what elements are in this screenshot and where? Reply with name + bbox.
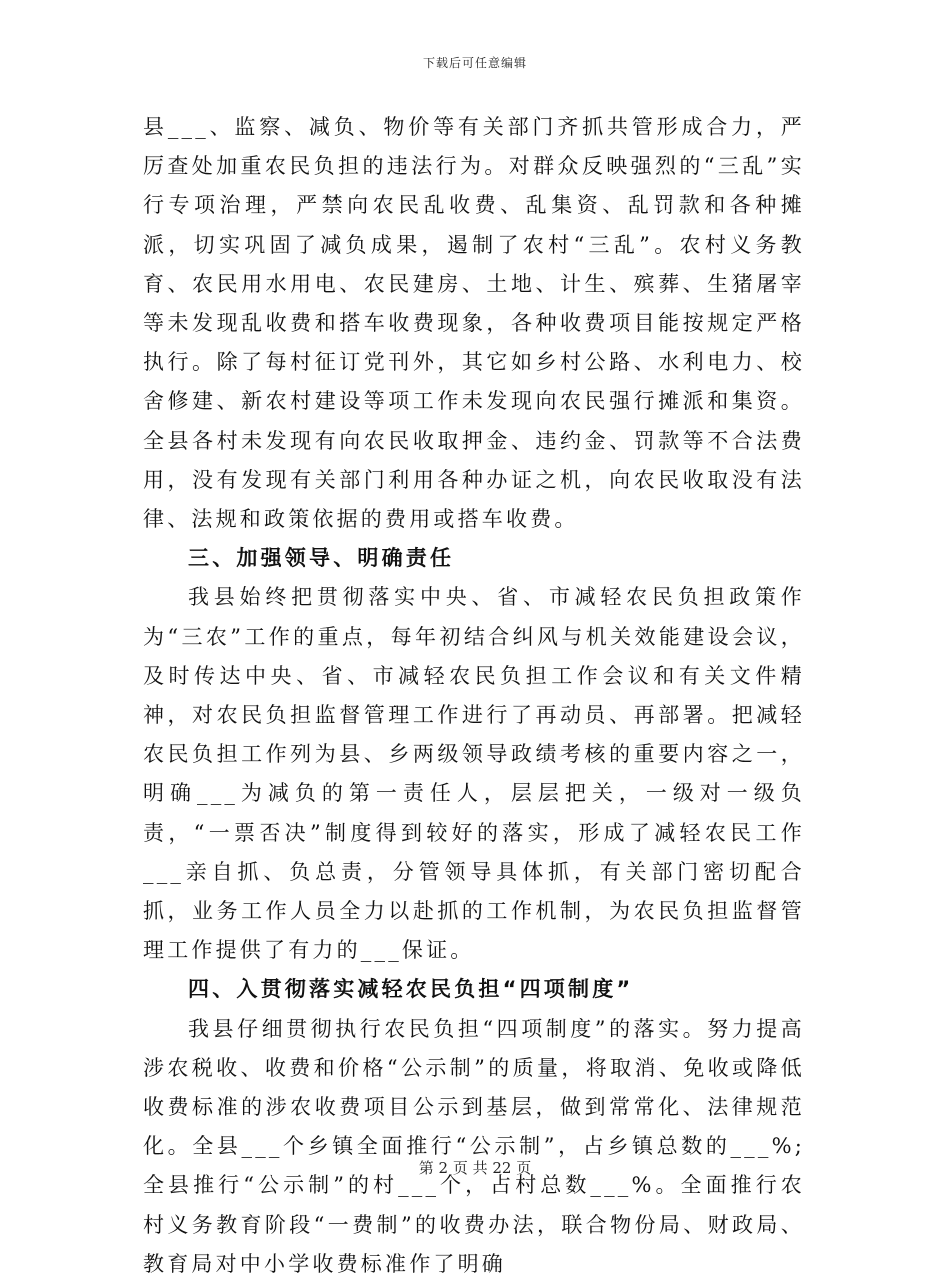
section-heading-3: 三、加强领导、明确责任	[188, 546, 455, 571]
page-number: 第 2 页 共 22 页	[418, 1159, 532, 1177]
paragraph-four-systems: 我县仔细贯彻执行农民负担“四项制度”的落实。努力提高涉农税收、收费和价格“公示制”的质量，将取消、免收或降低收费标准的涉农收费项目公示到基层，做到常常化、法律规范化。全县___个乡镇全面推行“公示制”，占乡镇总数的___%;全县推行“公示制”的村___个，占村总数___%。全面推行农村义务教育阶段“一费制”的收费办法，联合物份局、财政局、教育局对中小学收费标准作了明确	[143, 1016, 805, 1276]
paragraph-leadership: 我县始终把贯彻落实中央、省、市减轻农民负担政策作为“三农”工作的重点，每年初结合纠风与机关效能建设会议，及时传达中央、省、市减轻农民负担工作会议和有关文件精神，对农民负担监督管理工作进行了再动员、再部署。把减轻农民负担工作列为县、乡两级领导政绩考核的重要内容之一，明确___为减负的第一责任人，层层把关，一级对一级负责，“一票否决”制度得到较好的落实，形成了减轻农民工作___亲自抓、负总责，分管领导具体抓，有关部门密切配合抓，业务工作人员全力以赴抓的工作机制，为农民负担监督管理工作提供了有力的___保证。	[143, 585, 805, 963]
document-body	[143, 108, 805, 1284]
paragraph-continued: 县___、监察、减负、物价等有关部门齐抓共管形成合力，严厉查处加重农民负担的违法行为。对群众反映强烈的“三乱”实行专项治理，严禁向农民乱收费、乱集资、乱罚款和各种摊派，切实巩固了减负成果，遏制了农村“三乱”。农村义务教育、农民用水用电、农民建房、土地、计生、殡葬、生猪屠宰等未发现乱收费和搭车收费现象，各种收费项目能按规定严格执行。除了每村征订党刊外，其它如乡村公路、水利电力、校舍修建、新农村建设等项工作未发现向农民强行摊派和集资。全县各村未发现有向农民收取押金、违约金、罚款等不合法费用，没有发现有关部门利用各种办证之机，向农民收取没有法律、法规和政策依据的费用或搭车收费。	[143, 115, 805, 532]
section-heading-4: 四、入贯彻落实减轻农民负担“四项制度”	[188, 977, 634, 1002]
page-header: 下载后可任意编辑	[422, 56, 527, 70]
